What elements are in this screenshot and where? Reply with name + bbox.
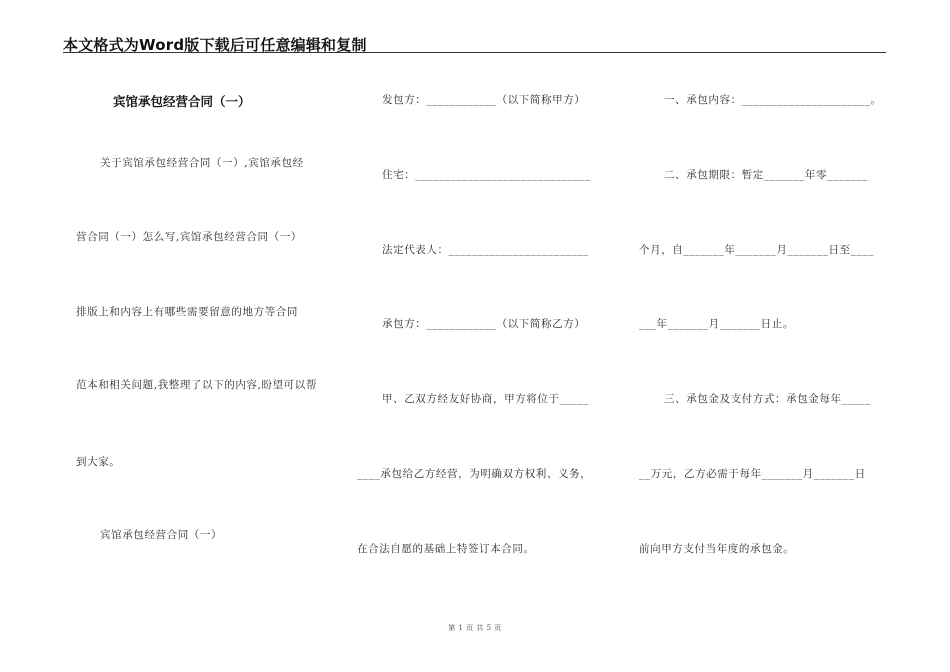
header-rule: [63, 52, 886, 53]
paragraph-line: 范本和相关问题,我整理了以下的内容,盼望可以帮: [76, 379, 317, 391]
employer-field: 发包方：____________（以下简称甲方）: [382, 94, 586, 106]
address-field: 住宅：______________________________: [382, 169, 591, 181]
paragraph-line: ___年_______月_______日止。: [639, 318, 794, 330]
paragraph-line: 个月，自_______年_______月_______日至____: [639, 244, 875, 256]
paragraph-line: ____承包给乙方经营，为明确双方权利、义务，: [357, 468, 592, 480]
page-number: 第 1 页 共 5 页: [448, 624, 502, 632]
clause-contents: 一、承包内容：______________________。: [664, 94, 882, 106]
clause-payment: 三、承包金及支付方式：承包金每年_____: [664, 393, 871, 405]
paragraph-line: 营合同（一）怎么写,宾馆承包经营合同（一）: [76, 231, 302, 243]
paragraph-line: __万元，乙方必需于每年_______月_______日: [639, 468, 866, 480]
document-header: 本文格式为Word版下载后可任意编辑和复制: [63, 36, 367, 54]
section-heading: 宾馆承包经营合同（一）: [100, 529, 223, 541]
clause-term: 二、承包期限：暂定_______年零_______: [664, 169, 868, 181]
contract-title: 宾馆承包经营合同（一）: [113, 94, 251, 109]
paragraph-line: 前向甲方支付当年度的承包金。: [639, 543, 795, 555]
legal-representative-field: 法定代表人：________________________: [382, 244, 589, 256]
paragraph-line: 在合法自愿的基础上特签订本合同。: [357, 543, 535, 555]
paragraph-line: 排版上和内容上有哪些需要留意的地方等合同: [76, 306, 298, 318]
contractor-field: 承包方：____________（以下简称乙方）: [382, 318, 586, 330]
paragraph-line: 甲、乙双方经友好协商，甲方将位于_____: [382, 393, 589, 405]
paragraph-line: 到大家。: [76, 456, 121, 468]
paragraph-line: 关于宾馆承包经营合同（一）,宾馆承包经: [100, 157, 304, 169]
